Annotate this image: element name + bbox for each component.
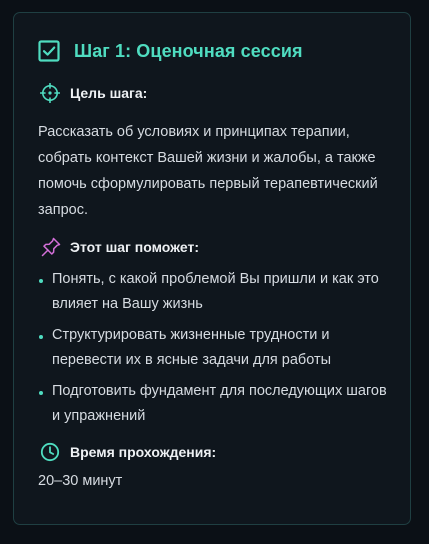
card-header bbox=[38, 40, 303, 62]
benefits-list bbox=[38, 267, 398, 435]
list-item bbox=[38, 379, 398, 429]
benefits-heading-row bbox=[40, 236, 199, 258]
goal-heading-row bbox=[40, 83, 147, 103]
bullet-dot bbox=[39, 391, 43, 395]
list-item bbox=[38, 267, 398, 317]
duration-value: 20–30 минут bbox=[38, 473, 123, 489]
list-item-text: Структурировать жизненные трудности и перевести их в ясные задачи для работы bbox=[52, 327, 332, 368]
benefits-heading: Этот шаг поможет: bbox=[70, 239, 199, 255]
pushpin-icon bbox=[40, 236, 62, 258]
goal-heading: Цель шага: bbox=[70, 85, 148, 101]
list-item bbox=[38, 323, 398, 373]
goal-text: Рассказать об условиях и принципах терапии, собрать контекст Вашей жизни и жалобы, а также помочь сформулировать первый терапевтический запрос. bbox=[38, 124, 378, 218]
duration-heading-row bbox=[40, 442, 216, 462]
bullet-dot bbox=[39, 279, 43, 283]
list-item-text: Подготовить фундамент для последующих шагов и упражнений bbox=[52, 383, 387, 424]
card-title: Шаг 1: Оценочная сессия bbox=[74, 40, 303, 61]
list-item-text: Понять, с какой проблемой Вы пришли и как это влияет на Вашу жизнь bbox=[52, 271, 379, 312]
target-crosshair-icon bbox=[40, 83, 60, 103]
clock-icon bbox=[40, 442, 60, 462]
checkbox-check-icon bbox=[38, 40, 60, 62]
step-card bbox=[13, 12, 411, 525]
duration-heading: Время прохождения: bbox=[70, 444, 217, 460]
bullet-dot bbox=[39, 335, 43, 339]
